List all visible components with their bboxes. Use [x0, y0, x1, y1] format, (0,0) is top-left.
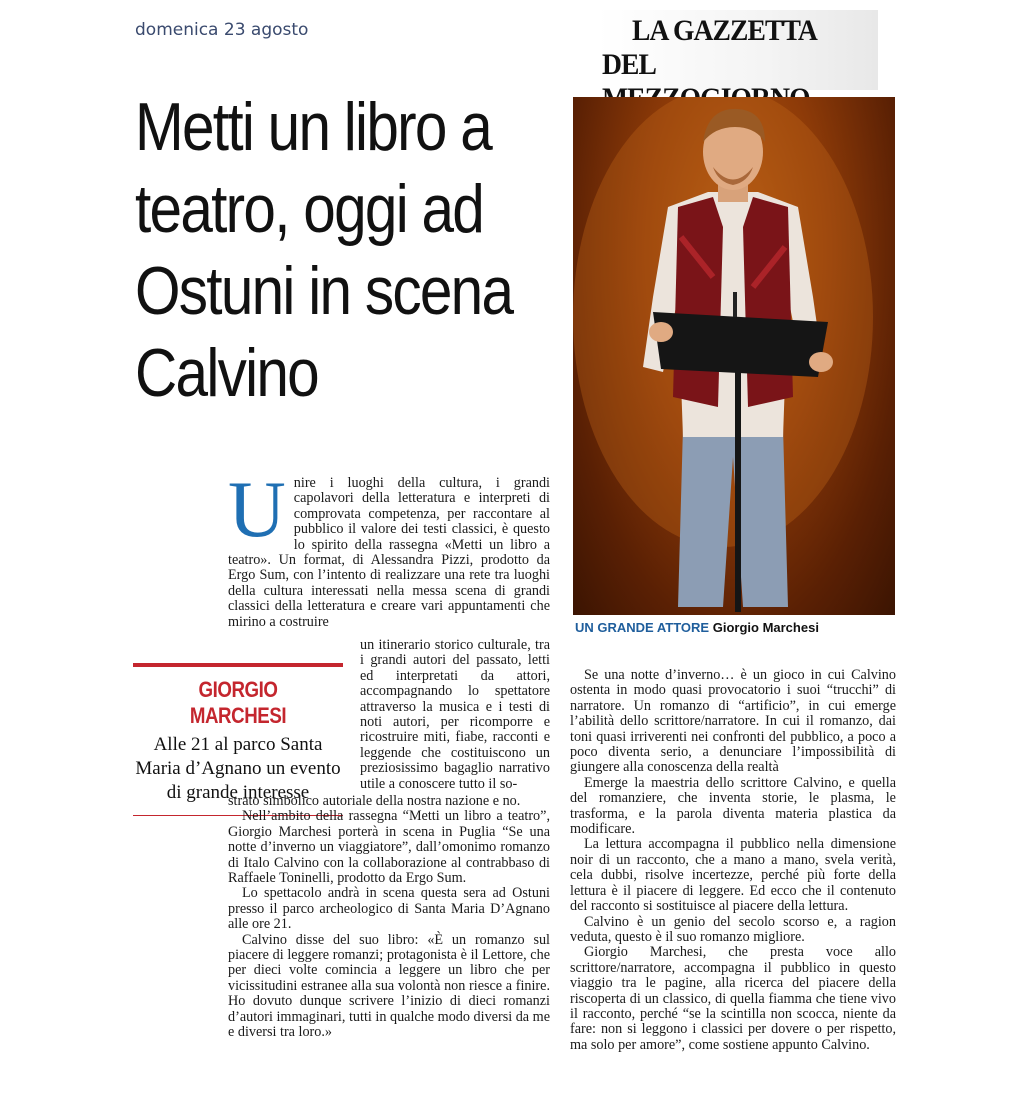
left-paragraph: Lo spettacolo andrà in scena questa sera ad Ostuni presso il parco archeologico di Santa Maria D’Agnano alle ore 21.: [228, 885, 550, 933]
article-headline: Metti un libro a teatro, oggi ad Ostuni in scena Calvino: [135, 89, 513, 411]
masthead-line-1: LA GAZZETTA: [632, 14, 817, 47]
left-paragraph: Calvino disse del suo libro: «È un romanzo sul piacere di leggere romanzi; protagonista è il Lettore, che per dieci volte comincia a leggere un libro che per vicissitudini estranee alla sua volontà non riesce a finire. Ho dovuto dunque scrivere l’inizio di dieci romanzi d’autori immaginari, tutti in qualche modo diversi da me e diversi tra loro.»: [228, 931, 550, 1041]
pull-quote-name: GIORGIO MARCHESI: [189, 677, 287, 728]
masthead-line-2: DEL: [602, 48, 655, 81]
left-paragraph: strato simbolico autoriale della nostra nazione e no.: [228, 793, 521, 809]
caption-label: UN GRANDE ATTORE: [575, 620, 710, 635]
left-paragraph: Nell’ambito della rassegna “Metti un libro a teatro”, Giorgio Marchesi porterà in scena in Puglia “Se una notte d’inverno un viaggiatore”, dall’omonimo romanzo di Italo Calvino con la collaborazione al contrabbaso di Raffaele Toninelli, prodotto da Ergo Sum.: [228, 808, 550, 887]
photo-caption: [575, 620, 819, 635]
article-intro: [228, 466, 550, 630]
article-right-column: [570, 668, 896, 1053]
right-paragraph: Emerge la maestria dello scrittore Calvino, e quella del romanziere, che inventa storie, le plasma, le trasforma, e la parola diventa materia plastica da modificare.: [570, 774, 896, 838]
right-paragraph: Se una notte d’inverno… è un gioco in cui Calvino ostenta in modo quasi provocatorio i suoi “trucchi” di narratore. Un romanzo di “artificio”, in cui emerge l’abilità dello scrittore/narratore. In cui il romanzo, dai toni quasi irriverenti nei confronti del pubblico, a poco a poco diventa serio, a denunciare l’impossibilità di giungere alla conoscenza della realtà: [570, 667, 896, 776]
right-paragraph: La lettura accompagna il pubblico nella dimensione noir di un racconto, che a mano a mano, svela verità, cela dubbi, risolve incertezze, perché più forte della lettura è il piacere di leggere. Ed ecco che il contenuto del racconto si sostituisce al piacere della lettura.: [570, 836, 896, 915]
article-narrow-column: [360, 638, 550, 792]
article-left-column: [228, 794, 550, 1041]
newspaper-masthead: [598, 10, 878, 90]
caption-name: Giorgio Marchesi: [712, 620, 819, 635]
intro-paragraph: nire i luoghi della cultura, i grandi capolavori della letteratura e interpreti di comprovata competenza, per raccontare al pubblico il valore dei testi classici, è questo lo spirito della rassegna «Metti un libro a teatro». Un format, di Alessandra Pizzi, prodotto da Ergo Sum, con l’intento di realizzare una rete tra luoghi della cultura interessati nella messa scena di grandi classici della letteratura e creare vari appuntamenti che mirino a costruire: [228, 475, 550, 630]
right-paragraph: Calvino è un genio del secolo scorso e, a ragion veduta, questo è il suo romanzo migliore.: [570, 913, 896, 945]
narrow-paragraph: un itinerario storico culturale, tra i grandi autori del passato, letti ed interpretati da attori, accompagnando lo spettatore attraverso la musica e i testi di noti autori, per ricomporre e ricostruire miti, fiabe, racconti e leggende che costituiscono un preziosissimo bagaglio narrativo utile a conoscere tutto il so-: [360, 637, 550, 792]
drop-cap: U: [228, 466, 286, 554]
pull-quote-text: Alle 21 al parco Santa Maria d’Agnano un evento di grande interesse: [135, 734, 341, 803]
dateline: domenica 23 agosto: [135, 20, 309, 40]
actor-illustration: [573, 97, 895, 615]
right-paragraph: Giorgio Marchesi, che presta voce allo scrittore/narratore, accompagna il pubblico in questo viaggio tra le pagine, alla ricerca del piacere della riscoperta di un classico, di quella fiamma che tiene vivo il racconto, perché “se la scintilla non scocca, niente da fare: non si leggono i classici per dovere o per rispetto, ma solo per amore”, come sostiene appunto Calvino.: [570, 944, 896, 1053]
actor-photo: [573, 97, 895, 615]
